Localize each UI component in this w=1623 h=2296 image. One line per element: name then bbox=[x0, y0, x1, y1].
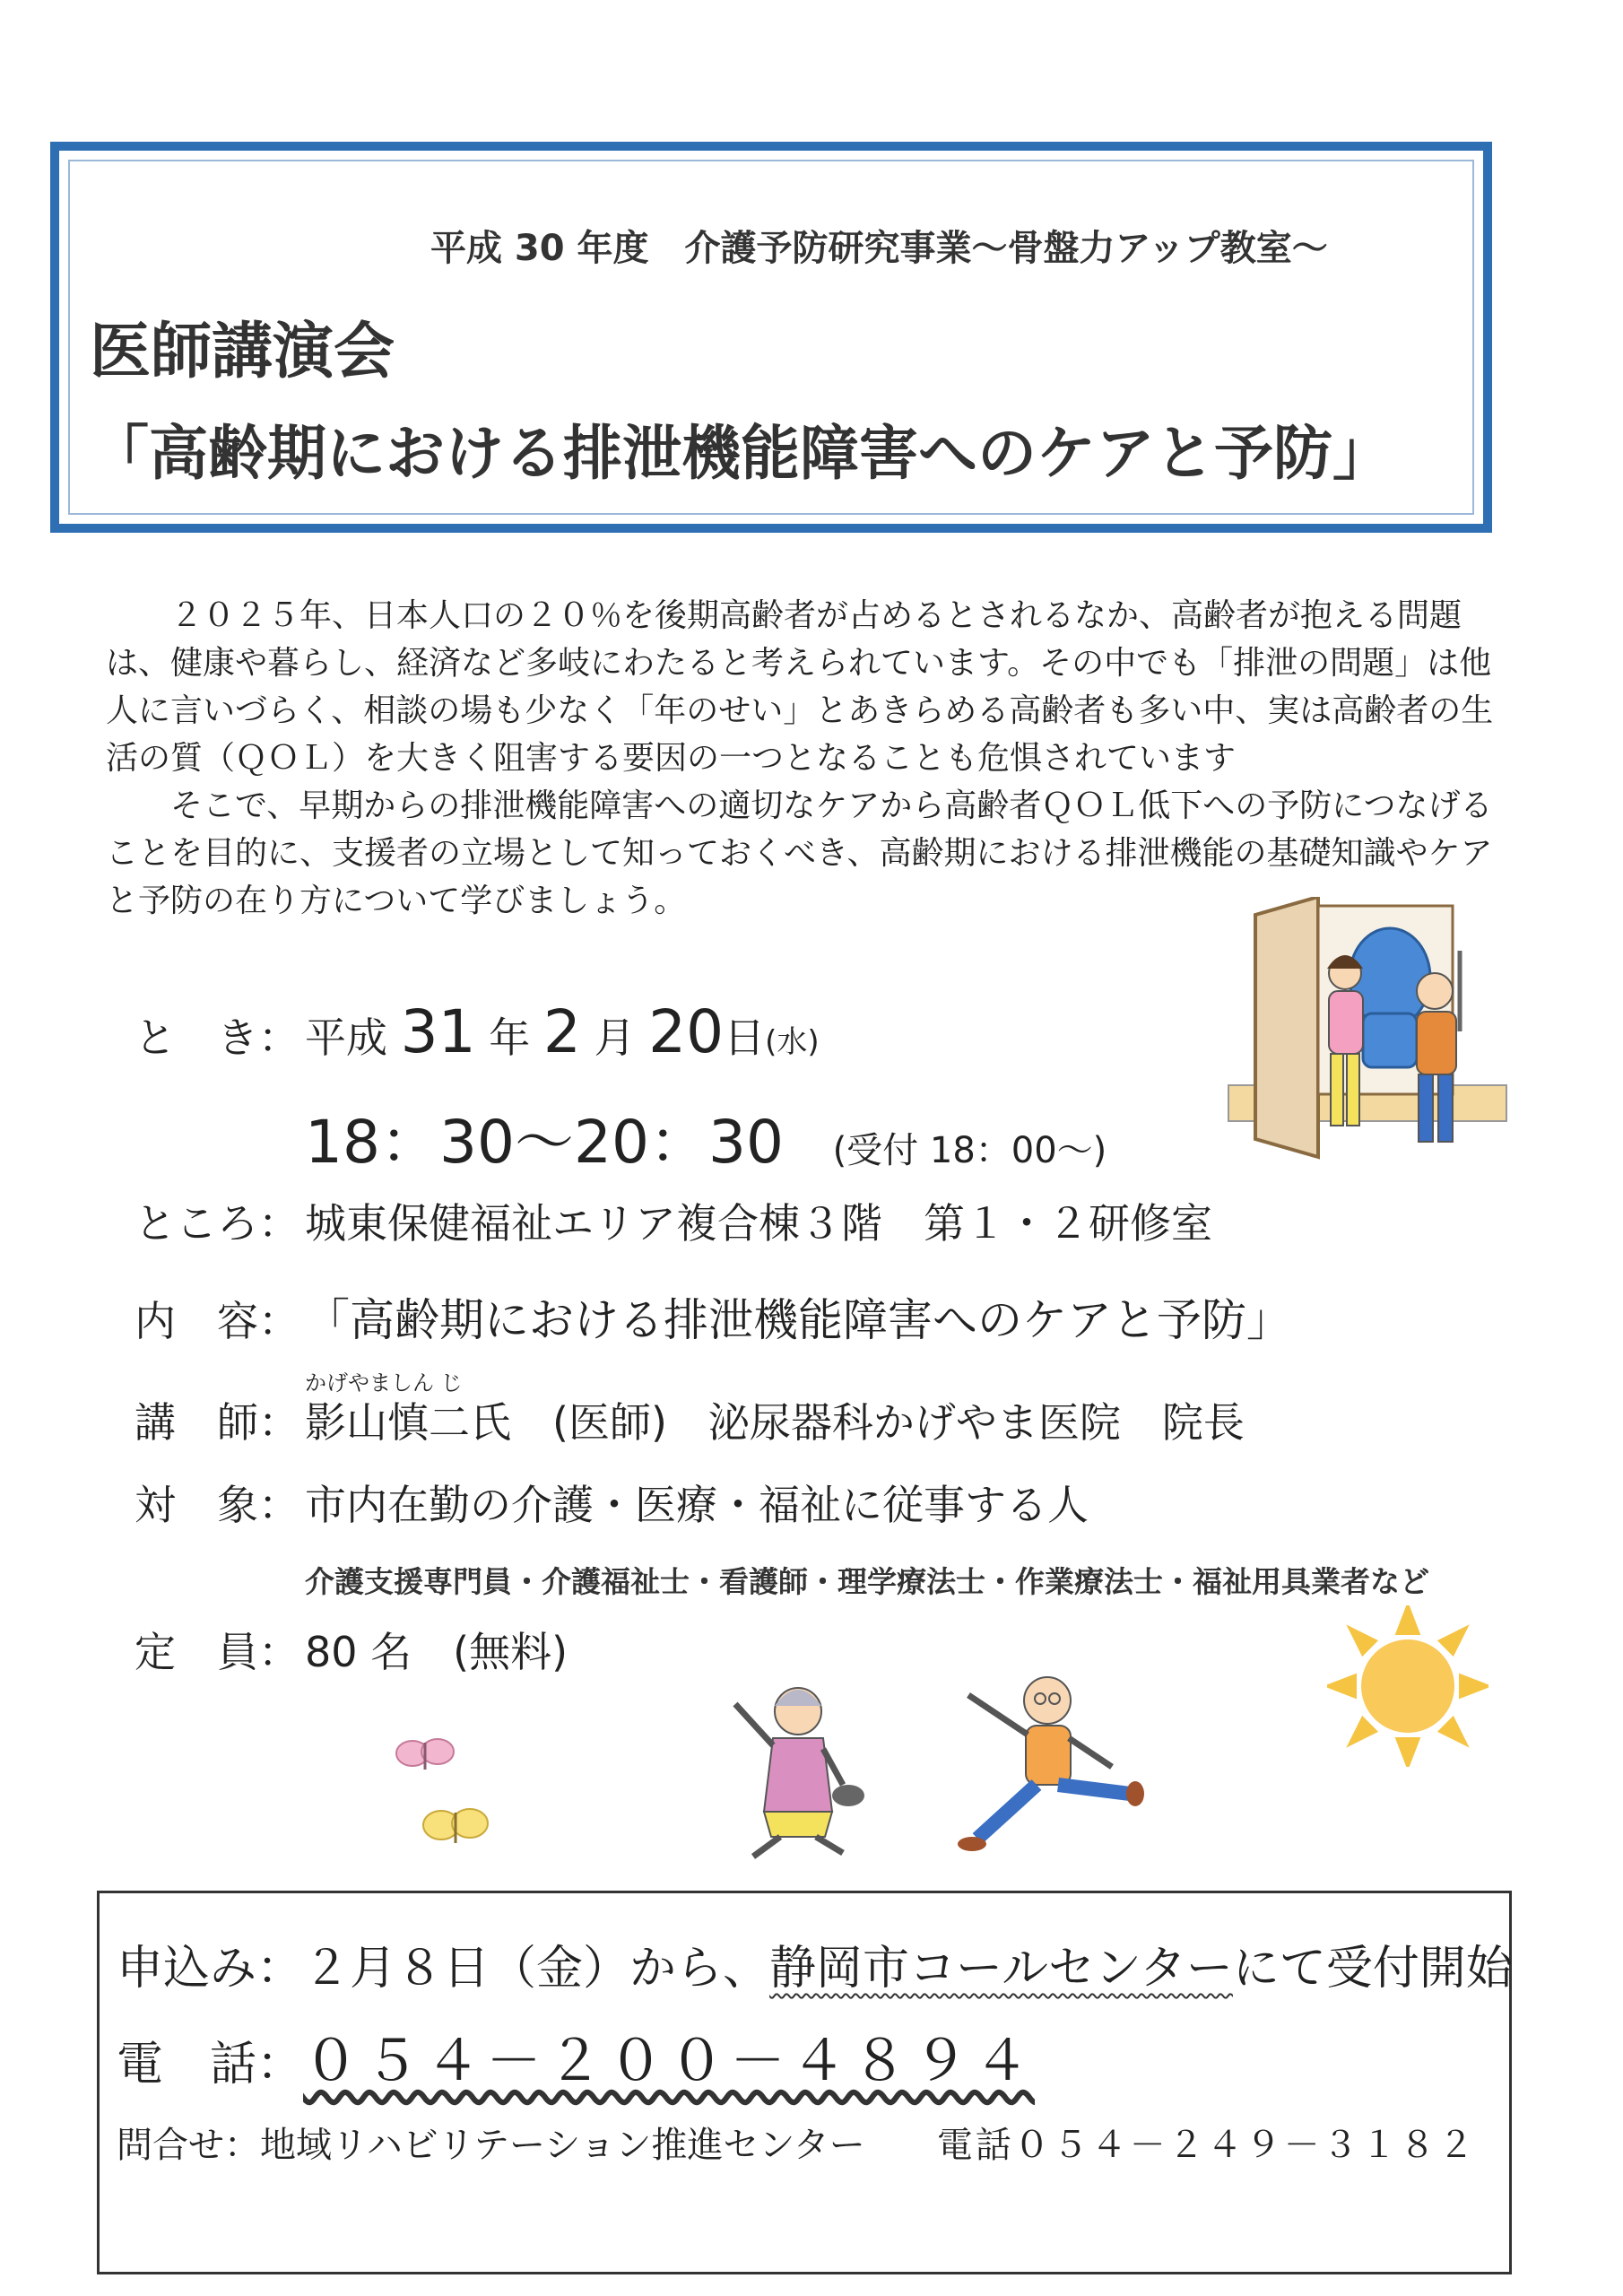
date-day-unit: 日 bbox=[724, 1013, 766, 1062]
lecturer-value: 影山慎二氏 (医師) 泌尿器科かげやま医院 院長 bbox=[305, 1398, 1245, 1447]
contact-org: 地域リハビリテーション推進センター bbox=[260, 2125, 865, 2166]
time-row bbox=[305, 1094, 1107, 1179]
lecturer-row bbox=[135, 1390, 1245, 1449]
date-day: 20 bbox=[648, 997, 725, 1066]
intro-paragraph-1: ２０２５年、日本人口の２０％を後期高齢者が占めるとされるなか、高齢者が抱える問題は、健康や暮らし、経済など多岐にわたると考えられています。その中でも「排泄の問題」は他人に言いづらく、相談の場も少なく「年のせい」とあきらめる高齢者も多い中、実は高齢者の生活の質（ＱＯＬ）を大きく阻害する要因の一つとなることも危惧されています bbox=[106, 597, 1494, 777]
elderly-man-running-illustration bbox=[950, 1668, 1148, 1857]
phone-number: ０５４－２００－４８９４ bbox=[303, 2028, 1036, 2093]
place-row bbox=[135, 1191, 1212, 1250]
contact-label: 問合せ： bbox=[117, 2125, 260, 2166]
event-subtitle: 平成 30 年度 介護予防研究事業～骨盤力アップ教室～ bbox=[430, 228, 1328, 269]
date-year-unit: 年 bbox=[489, 1013, 531, 1062]
lecturer-label: 講 師： bbox=[135, 1398, 299, 1447]
date-year: 31 bbox=[400, 997, 476, 1066]
target-detail: 介護支援専門員・介護福祉士・看護師・理学療法士・作業療法士・福祉用具業者など bbox=[305, 1564, 1429, 1599]
sun-icon bbox=[1327, 1605, 1488, 1767]
toilet-care-illustration bbox=[1219, 897, 1515, 1166]
elderly-woman-walking-illustration bbox=[717, 1677, 879, 1866]
phone-label: 電 話： bbox=[117, 2038, 304, 2092]
target-value: 市内在勤の介護・医療・福祉に従事する人 bbox=[305, 1481, 1089, 1529]
target-row bbox=[135, 1473, 1089, 1532]
content-value: 「高齢期における排泄機能障害へのケアと予防」 bbox=[305, 1294, 1291, 1346]
application-end: にて受付開始 bbox=[1232, 1942, 1513, 1996]
content-row bbox=[135, 1284, 1291, 1349]
event-time: 18：30～20：30 bbox=[305, 1108, 784, 1177]
event-title: 医師講演会 bbox=[90, 317, 395, 387]
lecturer-ruby: かげやましん じ bbox=[305, 1370, 463, 1396]
intro-text bbox=[106, 592, 1514, 925]
application-start: ２月８日（金）から、 bbox=[303, 1942, 770, 1996]
contact-row bbox=[117, 2117, 1477, 2168]
date-month-unit: 月 bbox=[594, 1013, 636, 1062]
place-label: ところ： bbox=[135, 1199, 299, 1248]
intro-paragraph-2: そこで、早期からの排泄機能障害への適切なケアから高齢者ＱＯＬ低下への予防につなげることを目的に、支援者の立場として知っておくべき、高齢期における排泄機能の基礎知識やケアと予防の在り方について学びましょう。 bbox=[106, 787, 1493, 919]
call-center-name: 静岡市コールセンター bbox=[769, 1942, 1233, 1996]
date-label: と き： bbox=[135, 1013, 299, 1062]
place-value: 城東保健福祉エリア複合棟３階 第１・２研修室 bbox=[305, 1199, 1212, 1248]
application-row bbox=[117, 1930, 1513, 1997]
date-row bbox=[135, 997, 820, 1066]
content-label: 内 容： bbox=[135, 1297, 299, 1345]
date-weekday: (水) bbox=[765, 1024, 820, 1060]
date-month: 2 bbox=[542, 997, 581, 1066]
lecture-title: 「高齢期における排泄機能障害へのケアと予防」 bbox=[90, 419, 1392, 488]
reception-time: (受付 18：00～) bbox=[832, 1130, 1107, 1171]
contact-tel: 電話０５４－２４９－３１８２ bbox=[936, 2125, 1477, 2166]
target-label: 対 象： bbox=[135, 1481, 299, 1529]
capacity-row bbox=[135, 1620, 568, 1679]
application-label: 申込み： bbox=[117, 1942, 304, 1996]
date-era: 平成 bbox=[305, 1013, 387, 1062]
phone-row bbox=[117, 2016, 1035, 2096]
capacity-label: 定 員： bbox=[135, 1628, 299, 1676]
butterflies-icon bbox=[386, 1726, 493, 1861]
capacity-value: 80 名 (無料) bbox=[305, 1628, 568, 1676]
